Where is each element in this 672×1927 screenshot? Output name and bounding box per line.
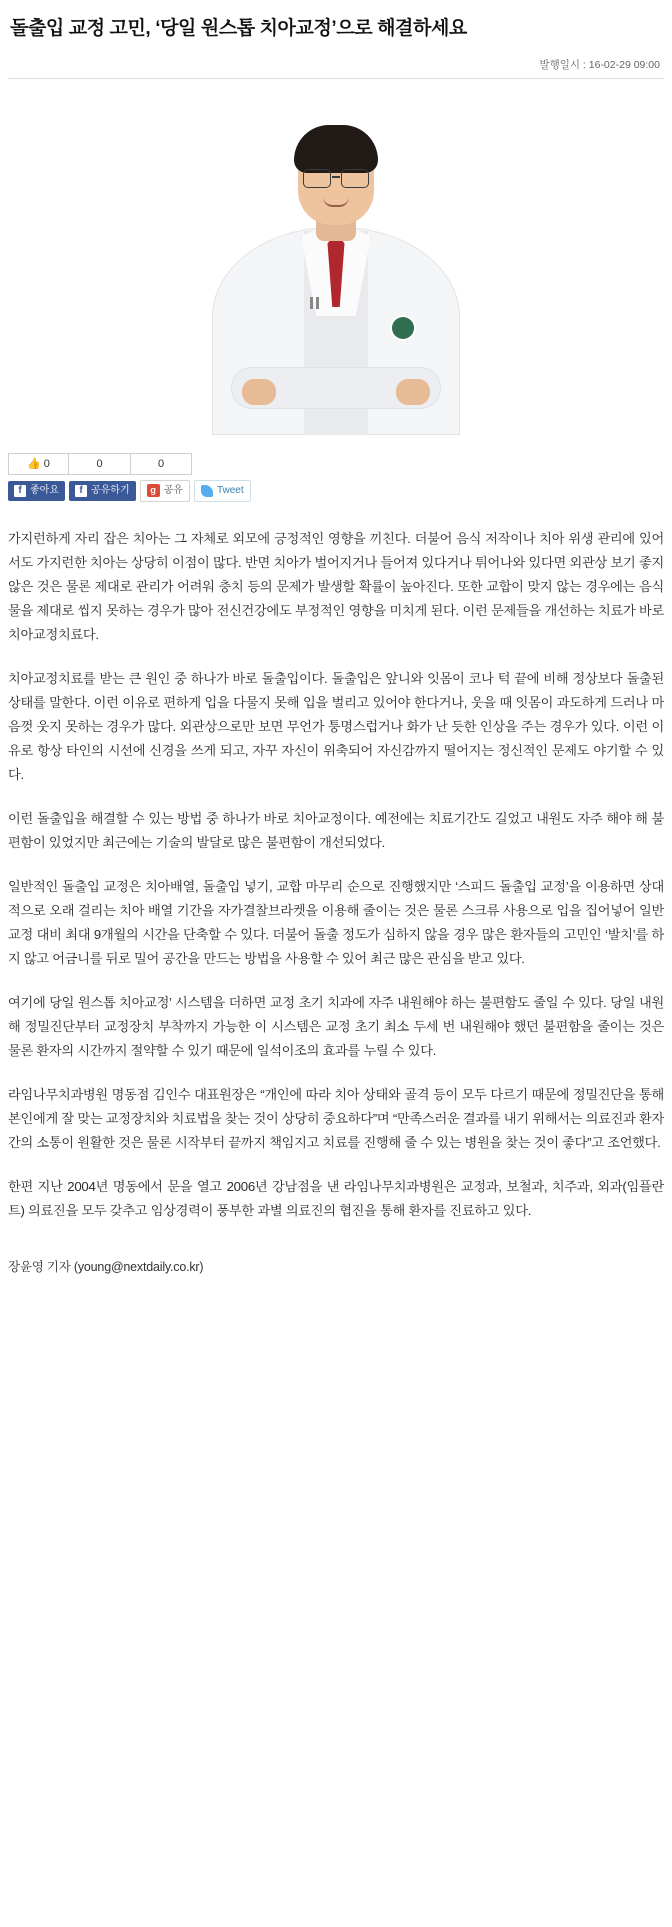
article-paragraph: 일반적인 돌출입 교정은 치아배열, 돌출입 넣기, 교합 마무리 순으로 진행했지만 ‘스피드 돌출입 교정’을 이용하면 상대적으로 오래 걸리는 치아 배열 기간을 자가결찰브라켓을 이용해 줄이는 것은 물론 스크류 사용으로 입을 집어넣어 일반 교정 대비 최대 9개월의 시간을 단축할 수 있다. 더불어 돌출 정도가 심하지 않을 경우 많은 환자들의 고민인 ‘발치’를 하지 않고 어금니를 뒤로 밀어 공간을 만드는 방법을 사용할 수 있어 최근 많은 관심을 받고 있다. xyxy=(8,879,664,967)
facebook-like-button[interactable] xyxy=(8,481,65,501)
google-plus-share-button[interactable] xyxy=(140,480,190,502)
reaction-bar xyxy=(8,453,664,475)
google-plus-label: 공유 xyxy=(163,484,183,496)
article-photo-wrap xyxy=(8,95,664,435)
publish-date: 발행일시 : 16-02-29 09:00 xyxy=(539,58,660,71)
twitter-bird-icon xyxy=(201,485,213,497)
like-count: 0 xyxy=(43,457,50,470)
glasses-right-lens xyxy=(341,169,369,188)
reaction-count-middle[interactable] xyxy=(68,453,130,475)
article-body xyxy=(8,527,664,1223)
portrait-clinic-badge xyxy=(392,317,414,339)
article-paragraph: 가지런하게 자리 잡은 치아는 그 자체로 외모에 긍정적인 영향을 끼친다. 더불어 음식 저작이나 치아 위생 관리에 있어서도 가지런한 치아는 상당히 이점이 많다. 반면 치아가 벌어지거나 들어져 있다거나 튀어나와 있다면 외관상 보기 좋지 않은 것은 물론 제대로 관리가 어려워 충치 등의 문제가 발생할 확률이 높아진다. 또한 교합이 맞지 않는 경우에는 음식물을 제대로 씹지 못하는 경우가 많아 전신건강에도 부정적인 영향을 미치게 된다. 이런 문제들을 개선하는 치료가 바로 치아교정치료다. xyxy=(8,530,664,643)
google-plus-icon: g xyxy=(147,484,160,497)
portrait-hand-right xyxy=(396,379,430,405)
facebook-icon: f xyxy=(75,485,87,497)
divider xyxy=(8,78,664,79)
reporter-byline: 장윤영 기자 (young@nextdaily.co.kr) xyxy=(8,1260,204,1275)
facebook-icon: f xyxy=(14,485,26,497)
portrait-glasses xyxy=(301,169,371,187)
facebook-like-label: 좋아요 xyxy=(30,484,59,496)
page-title: 돌출입 교정 고민, ‘당일 원스톱 치아교정’으로 해결하세요 xyxy=(10,18,467,39)
portrait-pen-2 xyxy=(316,297,319,309)
glasses-left-lens xyxy=(303,169,331,188)
like-button[interactable] xyxy=(8,453,68,475)
portrait-hand-left xyxy=(242,379,276,405)
article-paragraph: 여기에 당일 원스톱 치아교정’ 시스템을 더하면 교정 초기 치과에 자주 내원해야 하는 불편함도 줄일 수 있다. 당일 내원해 정밀진단부터 교정장치 부착까지 가능한 이 시스템은 교정 초기 최소 두세 번 내원해야 했던 불편함을 줄이는 것은 물론 환자의 시간까지 절약할 수 있기 때문에 일석이조의 효과를 누릴 수 있다. xyxy=(8,995,664,1059)
article-paragraph: 라임나무치과병원 명동점 김인수 대표원장은 “개인에 따라 치아 상태와 골격 등이 모두 다르기 때문에 정밀진단을 통해 본인에게 잘 맞는 교정장치와 치료법을 찾는 것이 상당히 중요하다”며 “만족스러운 결과를 내기 위해서는 의료진과 환자 간의 소통이 원활한 것은 물론 시작부터 끝까지 책임지고 치료를 진행해 줄 수 있는 병원을 찾는 것이 좋다”고 조언했다. xyxy=(8,1087,664,1151)
thumbs-up-icon: 👍 xyxy=(27,458,41,471)
reaction-count-middle-value: 0 xyxy=(96,457,103,470)
portrait-pen-1 xyxy=(310,297,313,309)
facebook-share-label: 공유하기 xyxy=(90,484,130,496)
twitter-tweet-button[interactable] xyxy=(194,480,251,502)
article-paragraph: 치아교정치료를 받는 큰 원인 중 하나가 바로 돌출입이다. 돌출입은 앞니와 잇몸이 코나 턱 끝에 비해 정상보다 돌출된 상태를 말한다. 이런 이유로 편하게 입을 다물지 못해 입을 벌리고 있어야 한다거나, 웃을 때 잇몸이 과도하게 드러나 마음껏 웃지 못하는 경우가 많다. 외관상으로만 보면 무언가 퉁명스럽거나 화가 난 듯한 인상을 주는 경우가 있다. 이런 이유로 항상 타인의 시선에 신경을 쓰게 되고, 자꾸 자신이 위축되어 자신감까지 떨어지는 정신적인 문제도 야기할 수 있다. xyxy=(8,671,664,783)
article-paragraph: 이런 돌출입을 해결할 수 있는 방법 중 하나가 바로 치아교정이다. 예전에는 치료기간도 길었고 내원도 자주 해야 해 불편함이 있었지만 최근에는 기술의 발달로 많은 불편함이 개선되었다. xyxy=(8,811,664,851)
reaction-count-end[interactable] xyxy=(130,453,192,475)
doctor-portrait-image xyxy=(202,95,470,435)
article-paragraph: 한편 지난 2004년 명동에서 문을 열고 2006년 강남점을 낸 라임나무치과병원은 교정과, 보철과, 치주과, 외과(임플란트) 의료진을 모두 갖추고 임상경력이 풍부한 과별 의료진의 협진을 통해 환자를 진료하고 있다. xyxy=(8,1179,664,1219)
facebook-share-button[interactable] xyxy=(69,481,136,501)
share-bar xyxy=(8,481,664,501)
twitter-label: Tweet xyxy=(216,484,244,496)
reaction-count-end-value: 0 xyxy=(157,457,165,470)
